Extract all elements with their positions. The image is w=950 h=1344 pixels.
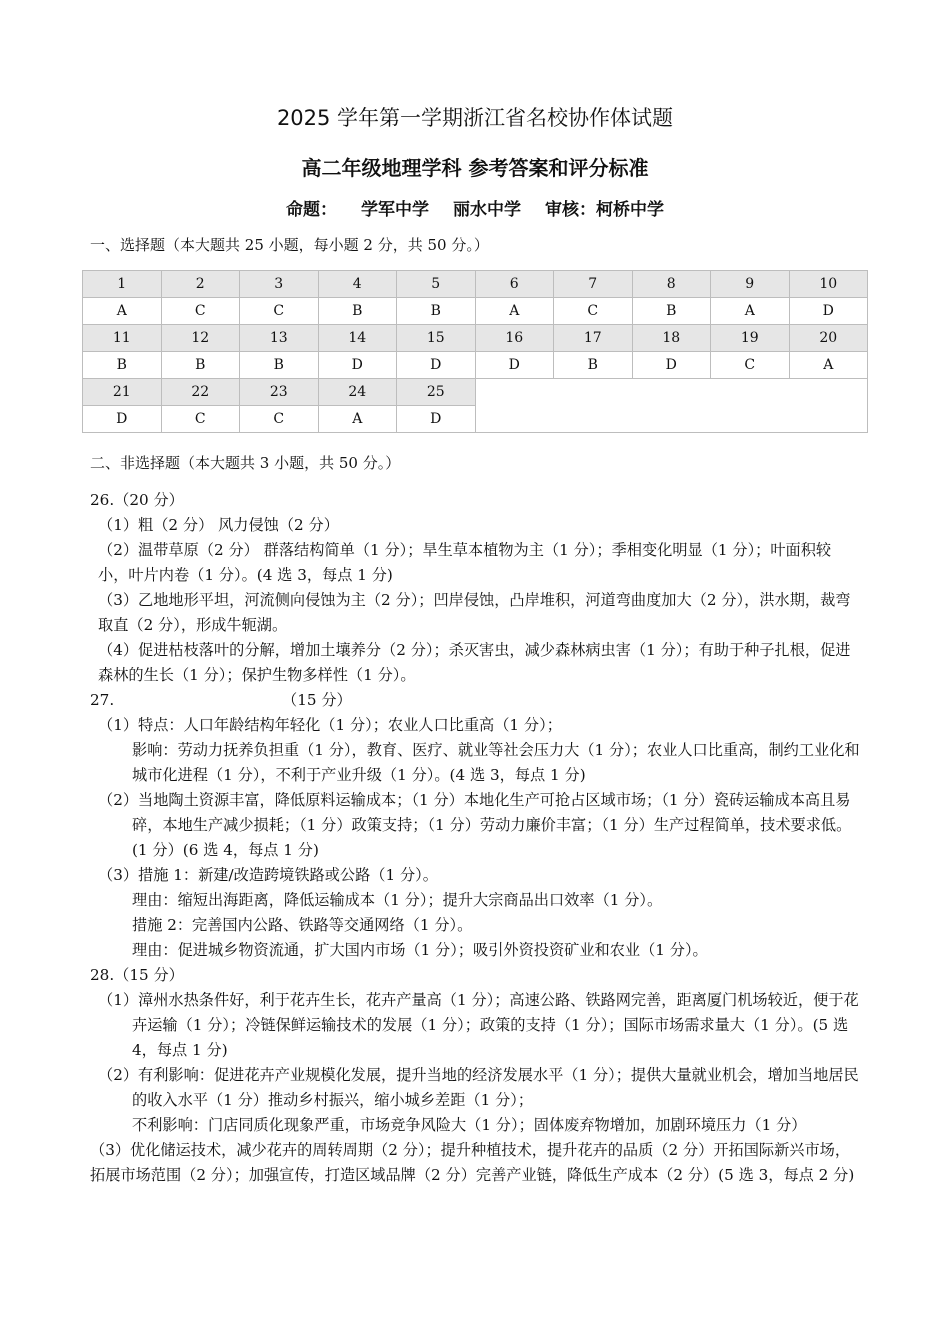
question-number: 23: [240, 379, 319, 406]
question-number: 7: [554, 271, 633, 298]
document-subtitle: 高二年级地理学科 参考答案和评分标准: [301, 156, 649, 180]
credit-school-1: 学军中学: [361, 200, 429, 220]
answer-cell: B: [240, 352, 319, 379]
answer-table-empty-area: [475, 379, 868, 433]
q27-part1: （1）特点：人口年龄结构年轻化（1 分）；农业人口比重高（1 分）；: [98, 716, 562, 734]
q26-part3: （3）乙地地形平坦，河流侧向侵蚀为主（2 分）；凹岸侵蚀，凸岸堆积，河道弯曲度加大（2 分），洪水期，裁弯取直（2 分），形成牛轭湖。: [98, 591, 851, 634]
question-number: 2: [161, 271, 240, 298]
answer-cell: D: [632, 352, 711, 379]
answer-cell: C: [554, 298, 633, 325]
answer-cell: B: [397, 298, 476, 325]
answer-body: [90, 488, 860, 1188]
answer-table-row: [83, 325, 868, 352]
question-number: 12: [161, 325, 240, 352]
question-number: 24: [318, 379, 397, 406]
document-credits: [0, 195, 950, 220]
answer-cell: A: [711, 298, 790, 325]
q27-part3: （3）措施 1：新建/改造跨境铁路或公路（1 分）。: [98, 866, 438, 884]
question-number: 15: [397, 325, 476, 352]
q28-part3: （3）优化储运技术，减少花卉的周转周期（2 分）；提升种植技术，提升花卉的品质（2 分）开拓国际新兴市场，拓展市场范围（2 分）；加强宣传，打造区域品牌（2 分）完善产业链，降低生产成本（2 分）(5 选 3，每点 2 分): [90, 1141, 855, 1184]
q28-part2: （2）有利影响：促进花卉产业规模化发展，提升当地的经济发展水平（1 分）；提供大量就业机会，增加当地居民的收入水平（1 分）推动乡村振兴，缩小城乡差距（1 分）；: [98, 1066, 859, 1109]
credit-label: 命题：: [286, 200, 337, 220]
q27-number: 27.: [90, 691, 115, 709]
answer-cell: D: [318, 352, 397, 379]
q28-part1: （1）漳州水热条件好，利于花卉生长，花卉产量高（1 分）；高速公路、铁路网完善，距离厦门机场较近，便于花卉运输（1 分）；冷链保鲜运输技术的发展（1 分）；政策的支持（1 分）；国际市场需求量大（1 分）。(5 选 4，每点 1 分): [98, 991, 859, 1059]
question-number: 1: [83, 271, 162, 298]
answer-table: [82, 270, 868, 433]
document-title: 2025 学年第一学期浙江省名校协作体试题: [276, 106, 674, 130]
answer-cell: D: [475, 352, 554, 379]
question-number: 8: [632, 271, 711, 298]
question-number: 22: [161, 379, 240, 406]
q27-part3-reason2: 理由：促进城乡物资流通，扩大国内市场（1 分）；吸引外资投资矿业和农业（1 分）。: [132, 941, 708, 959]
answer-cell: D: [397, 352, 476, 379]
answer-cell: B: [632, 298, 711, 325]
question-number: 19: [711, 325, 790, 352]
question-number: 20: [789, 325, 868, 352]
q26-part2: （2）温带草原（2 分） 群落结构简单（1 分）；旱生草本植物为主（1 分）；季相变化明显（1 分）；叶面积较小，叶片内卷（1 分）。(4 选 3，每点 1 分): [98, 541, 832, 584]
answer-cell: C: [161, 298, 240, 325]
q26-part4: （4）促进枯枝落叶的分解，增加土壤养分（2 分）；杀灭害虫，减少森林病虫害（1 分）；有助于种子扎根，促进森林的生长（1 分）；保护生物多样性（1 分）。: [98, 641, 851, 684]
q28-heading: 28.（15 分）: [90, 966, 184, 984]
answer-cell: B: [318, 298, 397, 325]
answer-cell: A: [475, 298, 554, 325]
question-number: 21: [83, 379, 162, 406]
question-number: 17: [554, 325, 633, 352]
credit-reviewer: 审核：柯桥中学: [545, 200, 664, 220]
question-number: 16: [475, 325, 554, 352]
answer-cell: A: [789, 352, 868, 379]
question-number: 14: [318, 325, 397, 352]
q27-part1-impact: 影响：劳动力抚养负担重（1 分），教育、医疗、就业等社会压力大（1 分）；农业人口比重高，制约工业化和城市化进程（1 分），不利于产业升级（1 分）。(4 选 3，每点 1 分): [132, 741, 860, 784]
answer-table-row: [83, 379, 868, 406]
answer-cell: A: [83, 298, 162, 325]
q27-part2: （2）当地陶土资源丰富，降低原料运输成本；（1 分）本地化生产可抢占区域市场；（1 分）瓷砖运输成本高且易碎，本地生产减少损耗；（1 分）政策支持；（1 分）劳动力廉价丰富；（1 分）生产过程简单，技术要求低。(1 分）(6 选 4，每点 1 分): [98, 791, 852, 859]
q26-heading: 26.（20 分）: [90, 491, 184, 509]
q27-part3-measure2: 措施 2：完善国内公路、铁路等交通网络（1 分）。: [132, 916, 473, 934]
answer-cell: D: [83, 406, 162, 433]
section2-heading: 二、非选择题（本大题共 3 小题，共 50 分。）: [90, 454, 401, 472]
q27-heading: [90, 688, 860, 713]
question-number: 18: [632, 325, 711, 352]
answer-table-row: [83, 298, 868, 325]
answer-cell: C: [711, 352, 790, 379]
question-number: 4: [318, 271, 397, 298]
q27-score: （15 分）: [282, 691, 352, 709]
question-number: 3: [240, 271, 319, 298]
answer-cell: D: [789, 298, 868, 325]
answer-cell: C: [161, 406, 240, 433]
question-number: 11: [83, 325, 162, 352]
answer-cell: B: [554, 352, 633, 379]
question-number: 13: [240, 325, 319, 352]
q27-part3-reason1: 理由：缩短出海距离，降低运输成本（1 分）；提升大宗商品出口效率（1 分）。: [132, 891, 663, 909]
answer-cell: C: [240, 298, 319, 325]
answer-cell: B: [83, 352, 162, 379]
answer-cell: C: [240, 406, 319, 433]
question-number: 9: [711, 271, 790, 298]
answer-table-row: [83, 352, 868, 379]
answer-cell: D: [397, 406, 476, 433]
credit-school-2: 丽水中学: [453, 200, 521, 220]
answer-table-row: [83, 271, 868, 298]
question-number: 6: [475, 271, 554, 298]
question-number: 25: [397, 379, 476, 406]
question-number: 10: [789, 271, 868, 298]
question-number: 5: [397, 271, 476, 298]
q26-part1: （1）粗（2 分） 风力侵蚀（2 分）: [98, 516, 339, 534]
section1-heading: 一、选择题（本大题共 25 小题，每小题 2 分，共 50 分。）: [90, 236, 489, 254]
answer-cell: A: [318, 406, 397, 433]
q28-part2-negative: 不利影响：门店同质化现象严重，市场竞争风险大（1 分）；固体废弃物增加，加剧环境压力（1 分）: [132, 1116, 807, 1134]
answer-cell: B: [161, 352, 240, 379]
